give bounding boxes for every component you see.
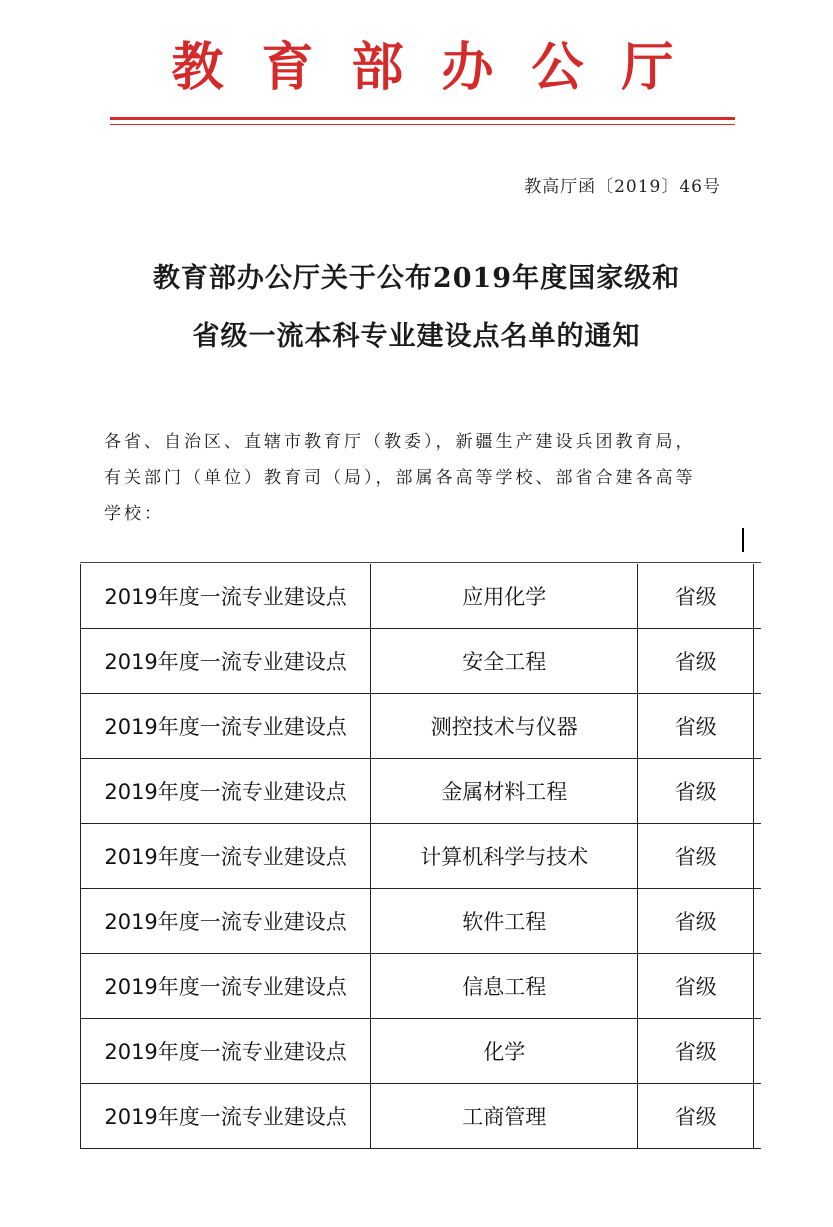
table-edge-cell [754, 694, 761, 759]
table-row [81, 759, 762, 824]
level-cell: 省级 [638, 759, 754, 824]
table-edge-cell [754, 954, 761, 1019]
category-cell: 2019年度一流专业建设点 [81, 1019, 371, 1084]
major-cell: 计算机科学与技术 [371, 824, 638, 889]
salutation-line: 各省、自治区、直辖市教育厅（教委），新疆生产建设兵团教育局， [104, 432, 696, 452]
points-table [80, 564, 761, 1149]
major-cell: 软件工程 [371, 889, 638, 954]
letterhead-rule-thin [110, 124, 735, 125]
table-edge-cell [754, 759, 761, 824]
level-cell: 省级 [638, 629, 754, 694]
issuer-title: 教育部办公厅 [171, 37, 712, 98]
category-cell: 2019年度一流专业建设点 [81, 759, 371, 824]
salutation-line: 学校： [104, 504, 164, 524]
salutation [104, 424, 728, 532]
category-cell: 2019年度一流专业建设点 [81, 824, 371, 889]
level-cell: 省级 [638, 1019, 754, 1084]
major-cell: 工商管理 [371, 1084, 638, 1149]
table-edge-cell [754, 1084, 761, 1149]
table-row [81, 954, 762, 1019]
level-cell: 省级 [638, 889, 754, 954]
letterhead [110, 28, 735, 108]
table-row [81, 564, 762, 629]
major-cell: 测控技术与仪器 [371, 694, 638, 759]
text-cursor [742, 528, 744, 552]
category-cell: 2019年度一流专业建设点 [81, 564, 371, 629]
table-top-edge [80, 562, 761, 563]
level-cell: 省级 [638, 1084, 754, 1149]
table-edge-cell [754, 889, 761, 954]
category-cell: 2019年度一流专业建设点 [81, 629, 371, 694]
document-title-line-2: 省级一流本科专业建设点名单的通知 [192, 321, 641, 352]
salutation-line: 有关部门（单位）教育司（局），部属各高等学校、部省合建各高等 [104, 468, 696, 488]
level-cell: 省级 [638, 694, 754, 759]
document-number: 教高厅函〔2019〕46号 [524, 177, 721, 197]
table-row [81, 629, 762, 694]
table-row [81, 694, 762, 759]
category-cell: 2019年度一流专业建设点 [81, 954, 371, 1019]
document-title-line-1: 教育部办公厅关于公布2019年度国家级和 [152, 263, 681, 294]
major-cell: 化学 [371, 1019, 638, 1084]
table-row [81, 1019, 762, 1084]
level-cell: 省级 [638, 824, 754, 889]
level-cell: 省级 [638, 954, 754, 1019]
major-cell: 金属材料工程 [371, 759, 638, 824]
table-edge-cell [754, 629, 761, 694]
table-edge-cell [754, 824, 761, 889]
table-row [81, 824, 762, 889]
category-cell: 2019年度一流专业建设点 [81, 694, 371, 759]
table-row [81, 889, 762, 954]
major-cell: 安全工程 [371, 629, 638, 694]
major-cell: 信息工程 [371, 954, 638, 1019]
table-edge-cell [754, 1019, 761, 1084]
category-cell: 2019年度一流专业建设点 [81, 1084, 371, 1149]
table-edge-cell [754, 564, 761, 629]
level-cell: 省级 [638, 564, 754, 629]
table-row [81, 1084, 762, 1149]
major-cell: 应用化学 [371, 564, 638, 629]
letterhead-rule-thick [110, 117, 735, 120]
category-cell: 2019年度一流专业建设点 [81, 889, 371, 954]
